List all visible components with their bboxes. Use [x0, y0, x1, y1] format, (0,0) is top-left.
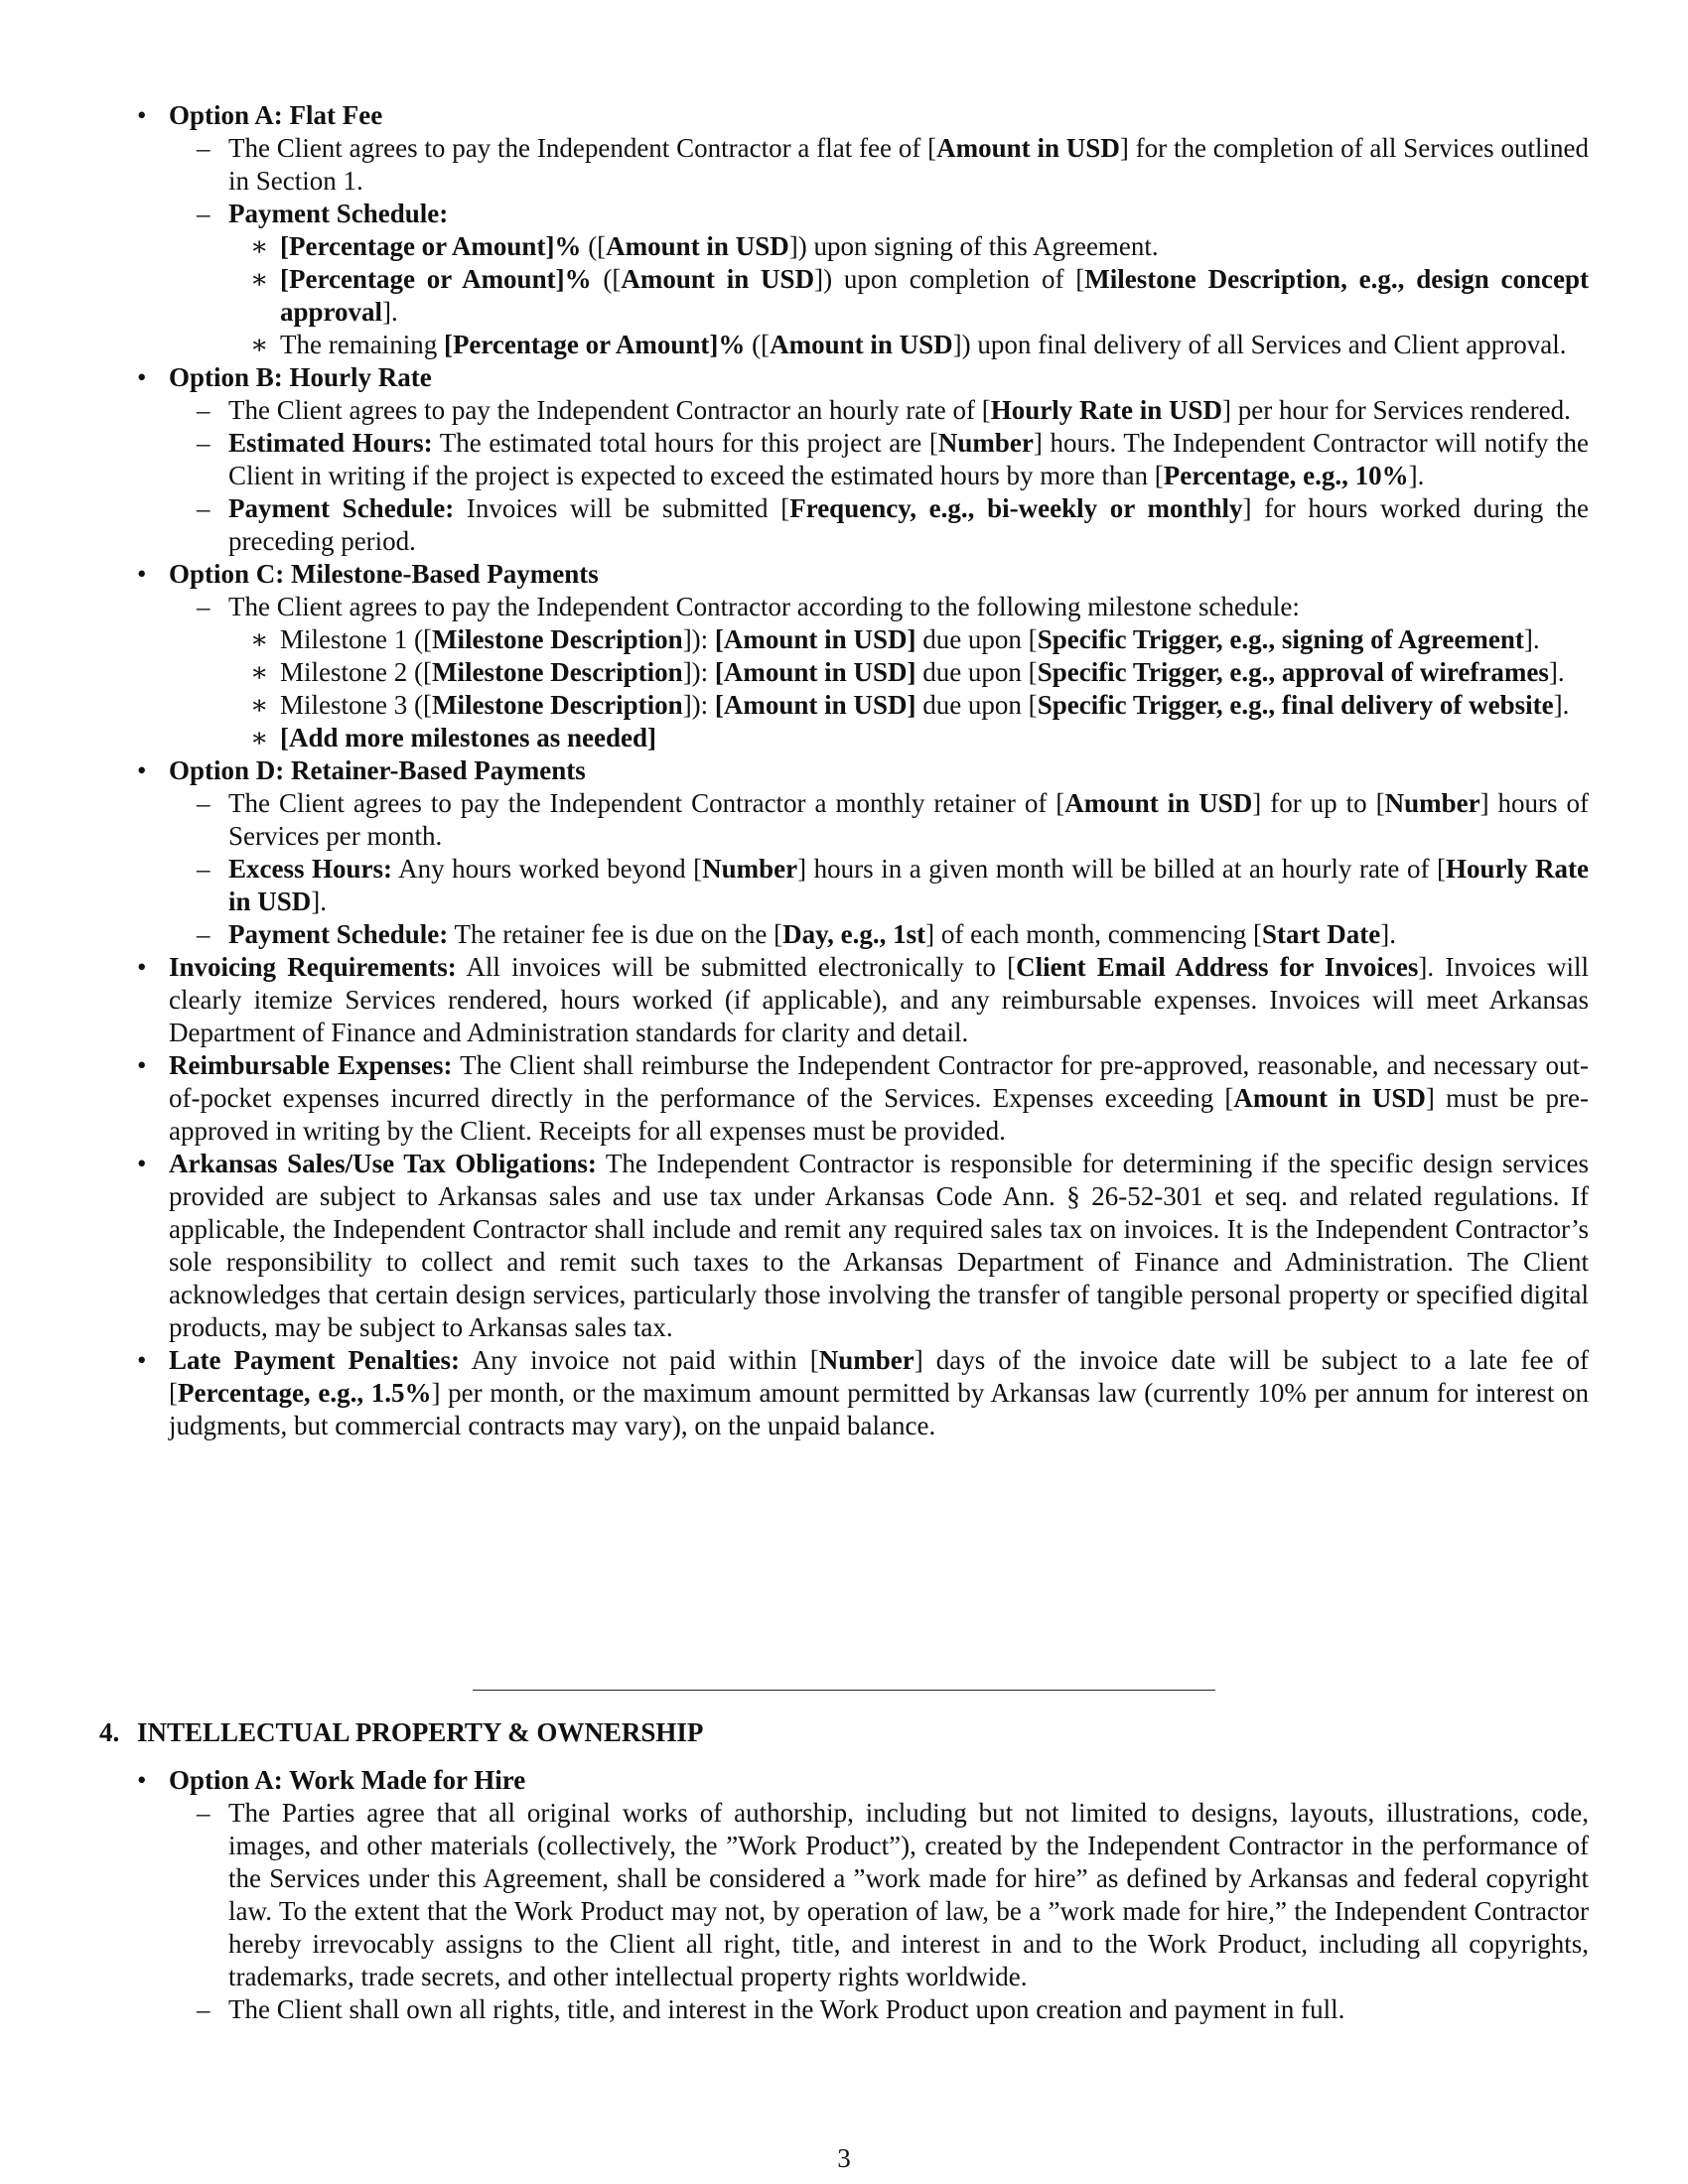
- asterisk-icon: ∗: [250, 690, 269, 720]
- text: The Independent Contractor is responsible for determining if the specific design services provided are subject to Arkansas sales and use tax under Arkansas Code Ann. § 26-52-301 et seq. and related regulations. If applicable, the Independent Contractor shall include and remit any required sales tax on invoices. It is the Independent Contractor’s sole responsibility to collect and remit such taxes to the Arkansas Department of Finance and Administration. The Client acknowledges that certain design services, particularly those involving the transfer of tangible personal property or specified digital products, may be subject to Arkansas sales tax.: [169, 1149, 1589, 1342]
- option-b-hourly-rate: [99, 361, 1589, 394]
- dash-icon: –: [197, 493, 211, 523]
- bullet-icon: •: [137, 755, 147, 785]
- text: ] hours in a given month will be billed at an hourly rate of [: [797, 854, 1446, 884]
- text: ] days of the invoice date will be subject to a late fee of [: [169, 1345, 1589, 1408]
- list-item: [99, 230, 1589, 263]
- dash-icon: –: [197, 1994, 211, 2024]
- placeholder-field: Amount in USD: [606, 231, 789, 261]
- option-a-work-made-for-hire: [99, 1764, 1589, 1797]
- text: The Client shall own all rights, title, and interest in the Work Product upon creation and payment in full.: [228, 1994, 1345, 2024]
- text: The retainer fee is due on the [: [448, 919, 783, 949]
- list-item: [99, 787, 1589, 853]
- list-item: [99, 132, 1589, 198]
- placeholder-field: Amount in USD: [621, 264, 815, 294]
- asterisk-icon: ∗: [250, 624, 269, 654]
- ip-ownership-list: [99, 1764, 1589, 2026]
- text: ] per hour for Services rendered.: [1222, 395, 1571, 425]
- text: Milestone 1 ([: [280, 624, 432, 654]
- text: ]) upon signing of this Agreement.: [788, 231, 1159, 261]
- bullet-icon: •: [137, 362, 147, 392]
- text: ].: [1380, 919, 1396, 949]
- milestone-item: [99, 722, 1589, 754]
- placeholder-field: Start Date: [1261, 919, 1381, 949]
- placeholder-field: [Percentage or Amount]%: [280, 231, 582, 261]
- option-title: Option A: Work Made for Hire: [169, 1765, 526, 1795]
- list-item: [99, 492, 1589, 558]
- reimbursable-expenses: [99, 1049, 1589, 1148]
- placeholder-field: Number: [818, 1345, 914, 1375]
- label: Payment Schedule:: [228, 919, 449, 949]
- section-number: 4.: [99, 1717, 120, 1747]
- text: The Client agrees to pay the Independent Contractor a monthly retainer of [: [228, 788, 1065, 818]
- placeholder-field: Day, e.g., 1st: [782, 919, 926, 949]
- placeholder-field: Amount in USD: [770, 330, 953, 359]
- list-item: [99, 918, 1589, 951]
- placeholder-field: Number: [1384, 788, 1480, 818]
- milestone-item: [99, 656, 1589, 689]
- sales-tax-obligations: [99, 1148, 1589, 1344]
- bullet-icon: •: [137, 952, 147, 982]
- placeholder-field: Specific Trigger, e.g., signing of Agreement: [1037, 624, 1524, 654]
- asterisk-icon: ∗: [250, 330, 269, 359]
- dash-icon: –: [197, 919, 211, 949]
- bullet-icon: •: [137, 1345, 147, 1375]
- placeholder-field: Percentage, e.g., 10%: [1163, 461, 1409, 490]
- text: The Client agrees to pay the Independent Contractor according to the following milestone schedule:: [228, 592, 1300, 621]
- text: ].: [382, 297, 398, 327]
- option-c-milestones: [99, 558, 1589, 591]
- option-title: Option A: Flat Fee: [169, 100, 383, 130]
- bullet-icon: •: [137, 1765, 147, 1795]
- asterisk-icon: ∗: [250, 231, 269, 261]
- asterisk-icon: ∗: [250, 723, 269, 752]
- milestone-item: [99, 623, 1589, 656]
- placeholder-field: Amount in USD: [936, 133, 1120, 163]
- text: ] hours. The Independent Contractor will notify the Client in writing if the project is expected to exceed the estimated hours by more than [: [228, 428, 1589, 490]
- text: ]):: [682, 690, 715, 720]
- label: Excess Hours:: [228, 854, 393, 884]
- list-item: [99, 198, 1589, 230]
- text: ].: [311, 887, 328, 916]
- text: The Parties agree that all original works of authorship, including but not limited to designs, layouts, illustrations, code, images, and other materials (collectively, the ”Work Product”), created by the Independent Contractor in the performance of the Services under this Agreement, shall be considered a ”work made for hire” as defined by Arkansas and federal copyright law. To the extent that the Work Product may not, by operation of law, be a ”work made for hire,” the Independent Contractor hereby irrevocably assigns to the Client all right, title, and interest in and to the Work Product, including all copyrights, trademarks, trade secrets, and other intellectual property rights worldwide.: [228, 1798, 1589, 1991]
- option-title: Option B: Hourly Rate: [169, 362, 432, 392]
- label: Late Payment Penalties:: [169, 1345, 461, 1375]
- text: The Client agrees to pay the Independent Contractor an hourly rate of [: [228, 395, 991, 425]
- placeholder-field: Milestone Description, e.g., design concept approval: [280, 264, 1590, 327]
- list-item: [99, 394, 1589, 427]
- label: Estimated Hours:: [228, 428, 433, 458]
- text: ].: [1523, 624, 1540, 654]
- text: ]):: [682, 657, 715, 687]
- text: due upon [: [915, 657, 1038, 687]
- text: The estimated total hours for this project are [: [432, 428, 938, 458]
- invoicing-requirements: [99, 951, 1589, 1049]
- label: Payment Schedule:: [228, 199, 449, 228]
- text: The Client shall reimburse the Independent Contractor for pre-approved, reasonable, and necessary out-of-pocket expenses incurred directly in the performance of the Services. Expenses exceeding [: [169, 1050, 1590, 1113]
- list-item: [99, 1993, 1589, 2026]
- text: Any hours worked beyond [: [392, 854, 703, 884]
- section-title: INTELLECTUAL PROPERTY & OWNERSHIP: [137, 1717, 704, 1747]
- option-title: Option C: Milestone-Based Payments: [169, 559, 599, 589]
- placeholder-field: [Add more milestones as needed]: [280, 723, 656, 752]
- text: ].: [1408, 461, 1425, 490]
- list-item: [99, 263, 1589, 329]
- text: ]. Invoices will clearly itemize Services rendered, hours worked (if applicable), and any reimbursable expenses. Invoices will meet Arkansas Department of Finance and Administration standards for clarity and detail.: [169, 952, 1589, 1047]
- list-item: [99, 427, 1589, 492]
- text: Invoices will be submitted [: [454, 493, 790, 523]
- late-payment-penalties: [99, 1344, 1589, 1442]
- asterisk-icon: ∗: [250, 657, 269, 687]
- dash-icon: –: [197, 428, 211, 458]
- list-item: [99, 591, 1589, 623]
- text: ] of each month, commencing [: [925, 919, 1262, 949]
- list-item: [99, 853, 1589, 918]
- placeholder-field: Client Email Address for Invoices: [1016, 952, 1419, 982]
- text: ]) upon completion of [: [814, 264, 1085, 294]
- page-number: 3: [837, 2143, 851, 2173]
- option-title: Option D: Retainer-Based Payments: [169, 755, 586, 785]
- text: ([: [581, 231, 607, 261]
- payment-terms-list: [99, 99, 1589, 1442]
- placeholder-field: Percentage, e.g., 1.5%: [178, 1378, 432, 1408]
- text: ]) upon final delivery of all Services and Client approval.: [952, 330, 1567, 359]
- section-heading: [99, 1716, 703, 1749]
- placeholder-field: Milestone Description: [431, 624, 683, 654]
- text: ]):: [682, 624, 715, 654]
- placeholder-field: [Percentage or Amount]%: [280, 264, 592, 294]
- text: Milestone 3 ([: [280, 690, 432, 720]
- text: ([: [745, 330, 771, 359]
- list-item: [99, 1797, 1589, 1993]
- list-item: [99, 329, 1589, 361]
- milestone-item: [99, 689, 1589, 722]
- text: ] for the completion of all Services outlined in Section 1.: [228, 133, 1589, 196]
- label: Payment Schedule:: [228, 493, 455, 523]
- text: All invoices will be submitted electronically to [: [456, 952, 1017, 982]
- text: The remaining: [280, 330, 444, 359]
- dash-icon: –: [197, 133, 211, 163]
- text: ] hours of Services per month.: [228, 788, 1590, 851]
- placeholder-field: [Percentage or Amount]%: [443, 330, 746, 359]
- section-divider: [473, 1690, 1215, 1691]
- text: ].: [1548, 657, 1565, 687]
- label: Reimbursable Expenses:: [169, 1050, 453, 1080]
- bullet-icon: •: [137, 1149, 147, 1178]
- bullet-icon: •: [137, 1050, 147, 1080]
- text: ] per month, or the maximum amount permitted by Arkansas law (currently 10% per annum for interest on judgments, but commercial contracts may vary), on the unpaid balance.: [169, 1378, 1589, 1440]
- asterisk-icon: ∗: [250, 264, 269, 294]
- dash-icon: –: [197, 1798, 211, 1828]
- text: ] for hours worked during the preceding period.: [228, 493, 1589, 556]
- text: Any invoice not paid within [: [460, 1345, 819, 1375]
- placeholder-field: Amount in USD: [1233, 1083, 1426, 1113]
- placeholder-field: [Amount in USD]: [714, 624, 916, 654]
- placeholder-field: Hourly Rate in USD: [990, 395, 1222, 425]
- placeholder-field: Milestone Description: [431, 657, 683, 687]
- dash-icon: –: [197, 592, 211, 621]
- option-d-retainer: [99, 754, 1589, 787]
- placeholder-field: [Amount in USD]: [714, 690, 916, 720]
- text: due upon [: [915, 690, 1038, 720]
- placeholder-field: Number: [702, 854, 798, 884]
- placeholder-field: Milestone Description: [431, 690, 683, 720]
- text: due upon [: [915, 624, 1038, 654]
- placeholder-field: [Amount in USD]: [714, 657, 916, 687]
- text: ([: [591, 264, 622, 294]
- text: Milestone 2 ([: [280, 657, 432, 687]
- placeholder-field: Specific Trigger, e.g., approval of wireframes: [1037, 657, 1549, 687]
- text: ].: [1553, 690, 1570, 720]
- label: Invoicing Requirements:: [169, 952, 457, 982]
- text: ] for up to [: [1252, 788, 1385, 818]
- option-a-flat-fee: [99, 99, 1589, 132]
- text: ] must be pre-approved in writing by the Client. Receipts for all expenses must be provided.: [169, 1083, 1590, 1146]
- bullet-icon: •: [137, 559, 147, 589]
- placeholder-field: Number: [937, 428, 1034, 458]
- dash-icon: –: [197, 854, 211, 884]
- label: Arkansas Sales/Use Tax Obligations:: [169, 1149, 597, 1178]
- placeholder-field: Hourly Rate in USD: [228, 854, 1589, 916]
- dash-icon: –: [197, 395, 211, 425]
- placeholder-field: Amount in USD: [1064, 788, 1253, 818]
- bullet-icon: •: [137, 100, 147, 130]
- placeholder-field: Specific Trigger, e.g., final delivery of website: [1037, 690, 1554, 720]
- text: The Client agrees to pay the Independent Contractor a flat fee of [: [228, 133, 937, 163]
- dash-icon: –: [197, 199, 211, 228]
- dash-icon: –: [197, 788, 211, 818]
- placeholder-field: Frequency, e.g., bi-weekly or monthly: [789, 493, 1243, 523]
